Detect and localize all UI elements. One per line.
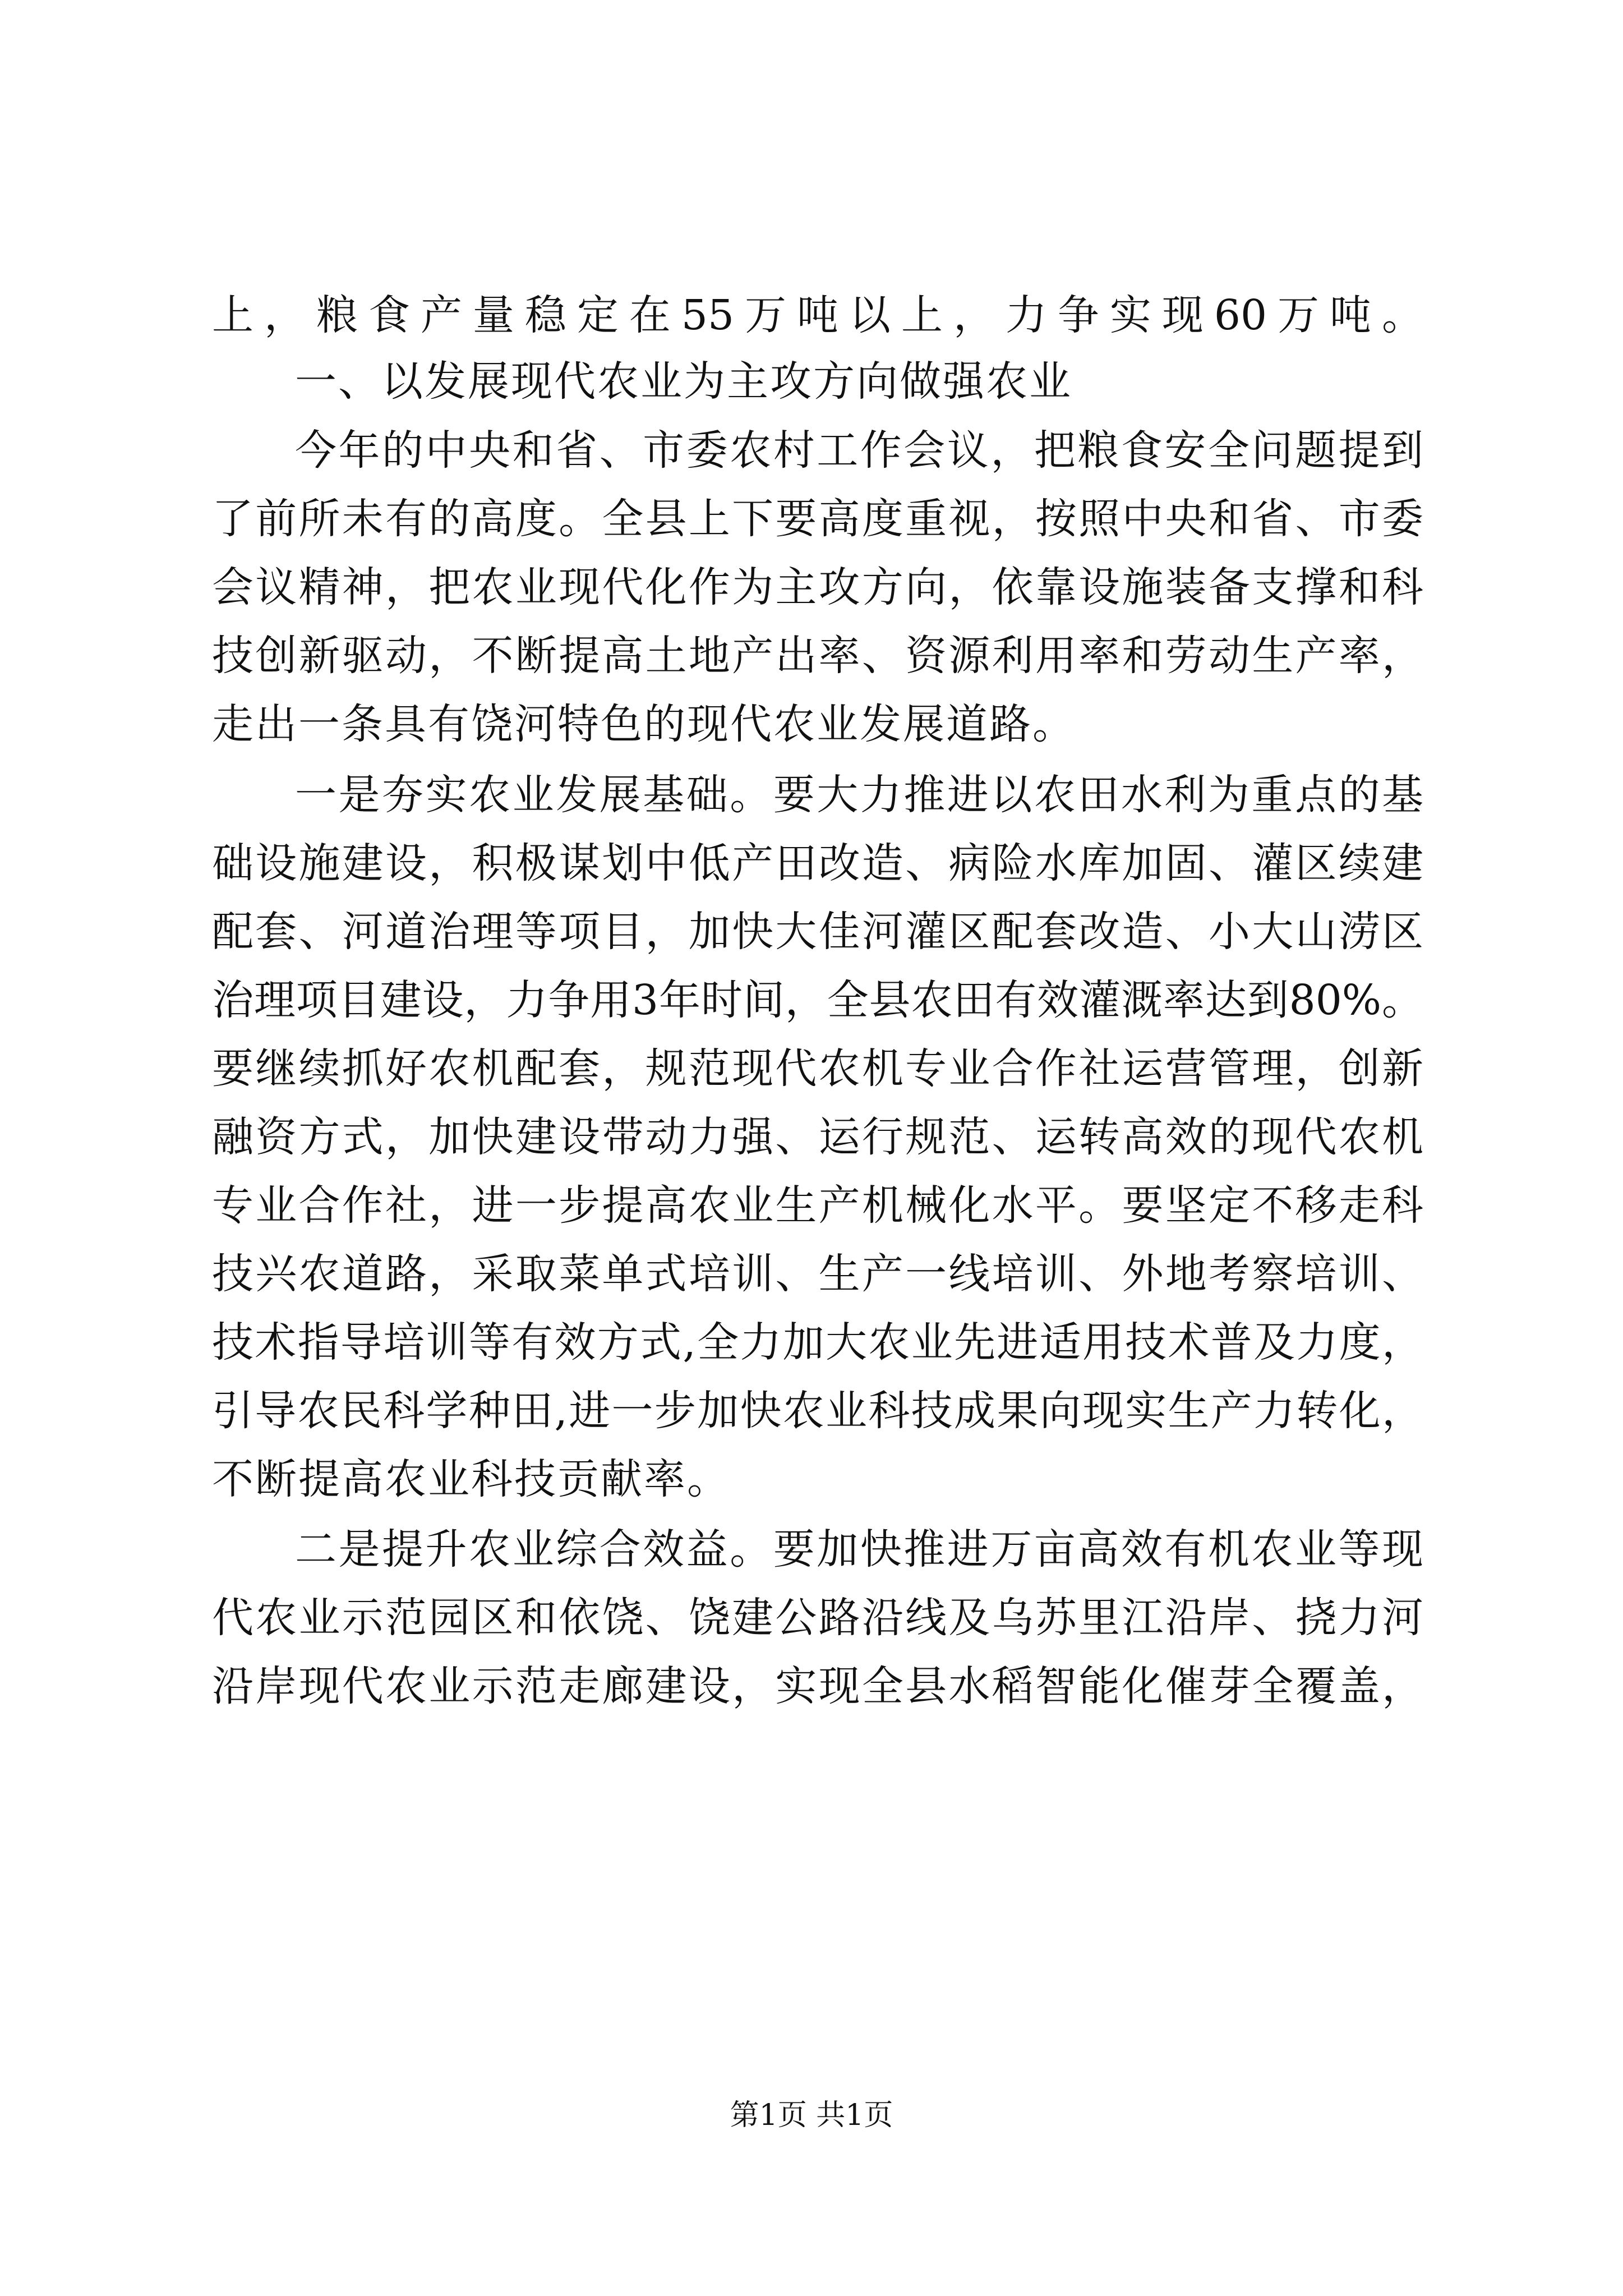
- text-line: 一是夯实农业发展基础。要大力推进以农田水利为重点的基: [295, 771, 1423, 819]
- text-line: 要继续抓好农机配套，规范现代农机专业合作社运营管理，创新: [212, 1045, 1423, 1093]
- text-line: 不断提高农业科技贡献率。: [212, 1455, 730, 1503]
- text-line: 沿岸现代农业示范走廊建设，实现全县水稻智能化催芽全覆盖，: [212, 1662, 1423, 1710]
- text-line: 配套、河道治理等项目，加快大佳河灌区配套改造、小大山涝区: [212, 908, 1423, 956]
- text-line: 二是提升农业综合效益。要加快推进万亩高效有机农业等现: [295, 1525, 1423, 1573]
- text-line: 专业合作社，进一步提高农业生产机械化水平。要坚定不移走科: [212, 1181, 1423, 1230]
- page-footer: [0, 2096, 1623, 2135]
- text-line: 代农业示范园区和依饶、饶建公路沿线及乌苏里江沿岸、挠力河: [212, 1594, 1423, 1642]
- text-line: 了前所未有的高度。全县上下要高度重视，按照中央和省、市委: [212, 495, 1423, 543]
- text-line: 技创新驱动，不断提高土地产出率、资源利用率和劳动生产率，: [212, 632, 1423, 680]
- section-heading: 一、以发展现代农业为主攻方向做强农业: [295, 357, 1072, 406]
- text-line: 走出一条具有饶河特色的现代农业发展道路。: [212, 700, 1076, 748]
- text-line: 今年的中央和省、市委农村工作会议，把粮食安全问题提到: [295, 426, 1423, 475]
- text-line: 引导农民科学种田,进一步加快农业科技成果向现实生产力转化，: [212, 1387, 1423, 1435]
- text-line: 技术指导培训等有效方式,全力加大农业先进适用技术普及力度，: [212, 1318, 1423, 1366]
- text-line: 融资方式，加快建设带动力强、运行规范、运转高效的现代农机: [212, 1113, 1423, 1161]
- text-line: 治理项目建设，力争用3年时间，全县农田有效灌溉率达到80%。: [212, 976, 1423, 1024]
- text-line: 技兴农道路，采取菜单式培训、生产一线培训、外地考察培训、: [212, 1250, 1423, 1298]
- text-line: 础设施建设，积极谋划中低产田改造、病险水库加固、灌区续建: [212, 839, 1423, 887]
- page-number: 第1页 共1页: [730, 2099, 893, 2132]
- text-line: 上，粮食产量稳定在55万吨以上，力争实现60万吨。: [212, 291, 1423, 339]
- text-line: 会议精神，把农业现代化作为主攻方向，依靠设施装备支撑和科: [212, 563, 1423, 611]
